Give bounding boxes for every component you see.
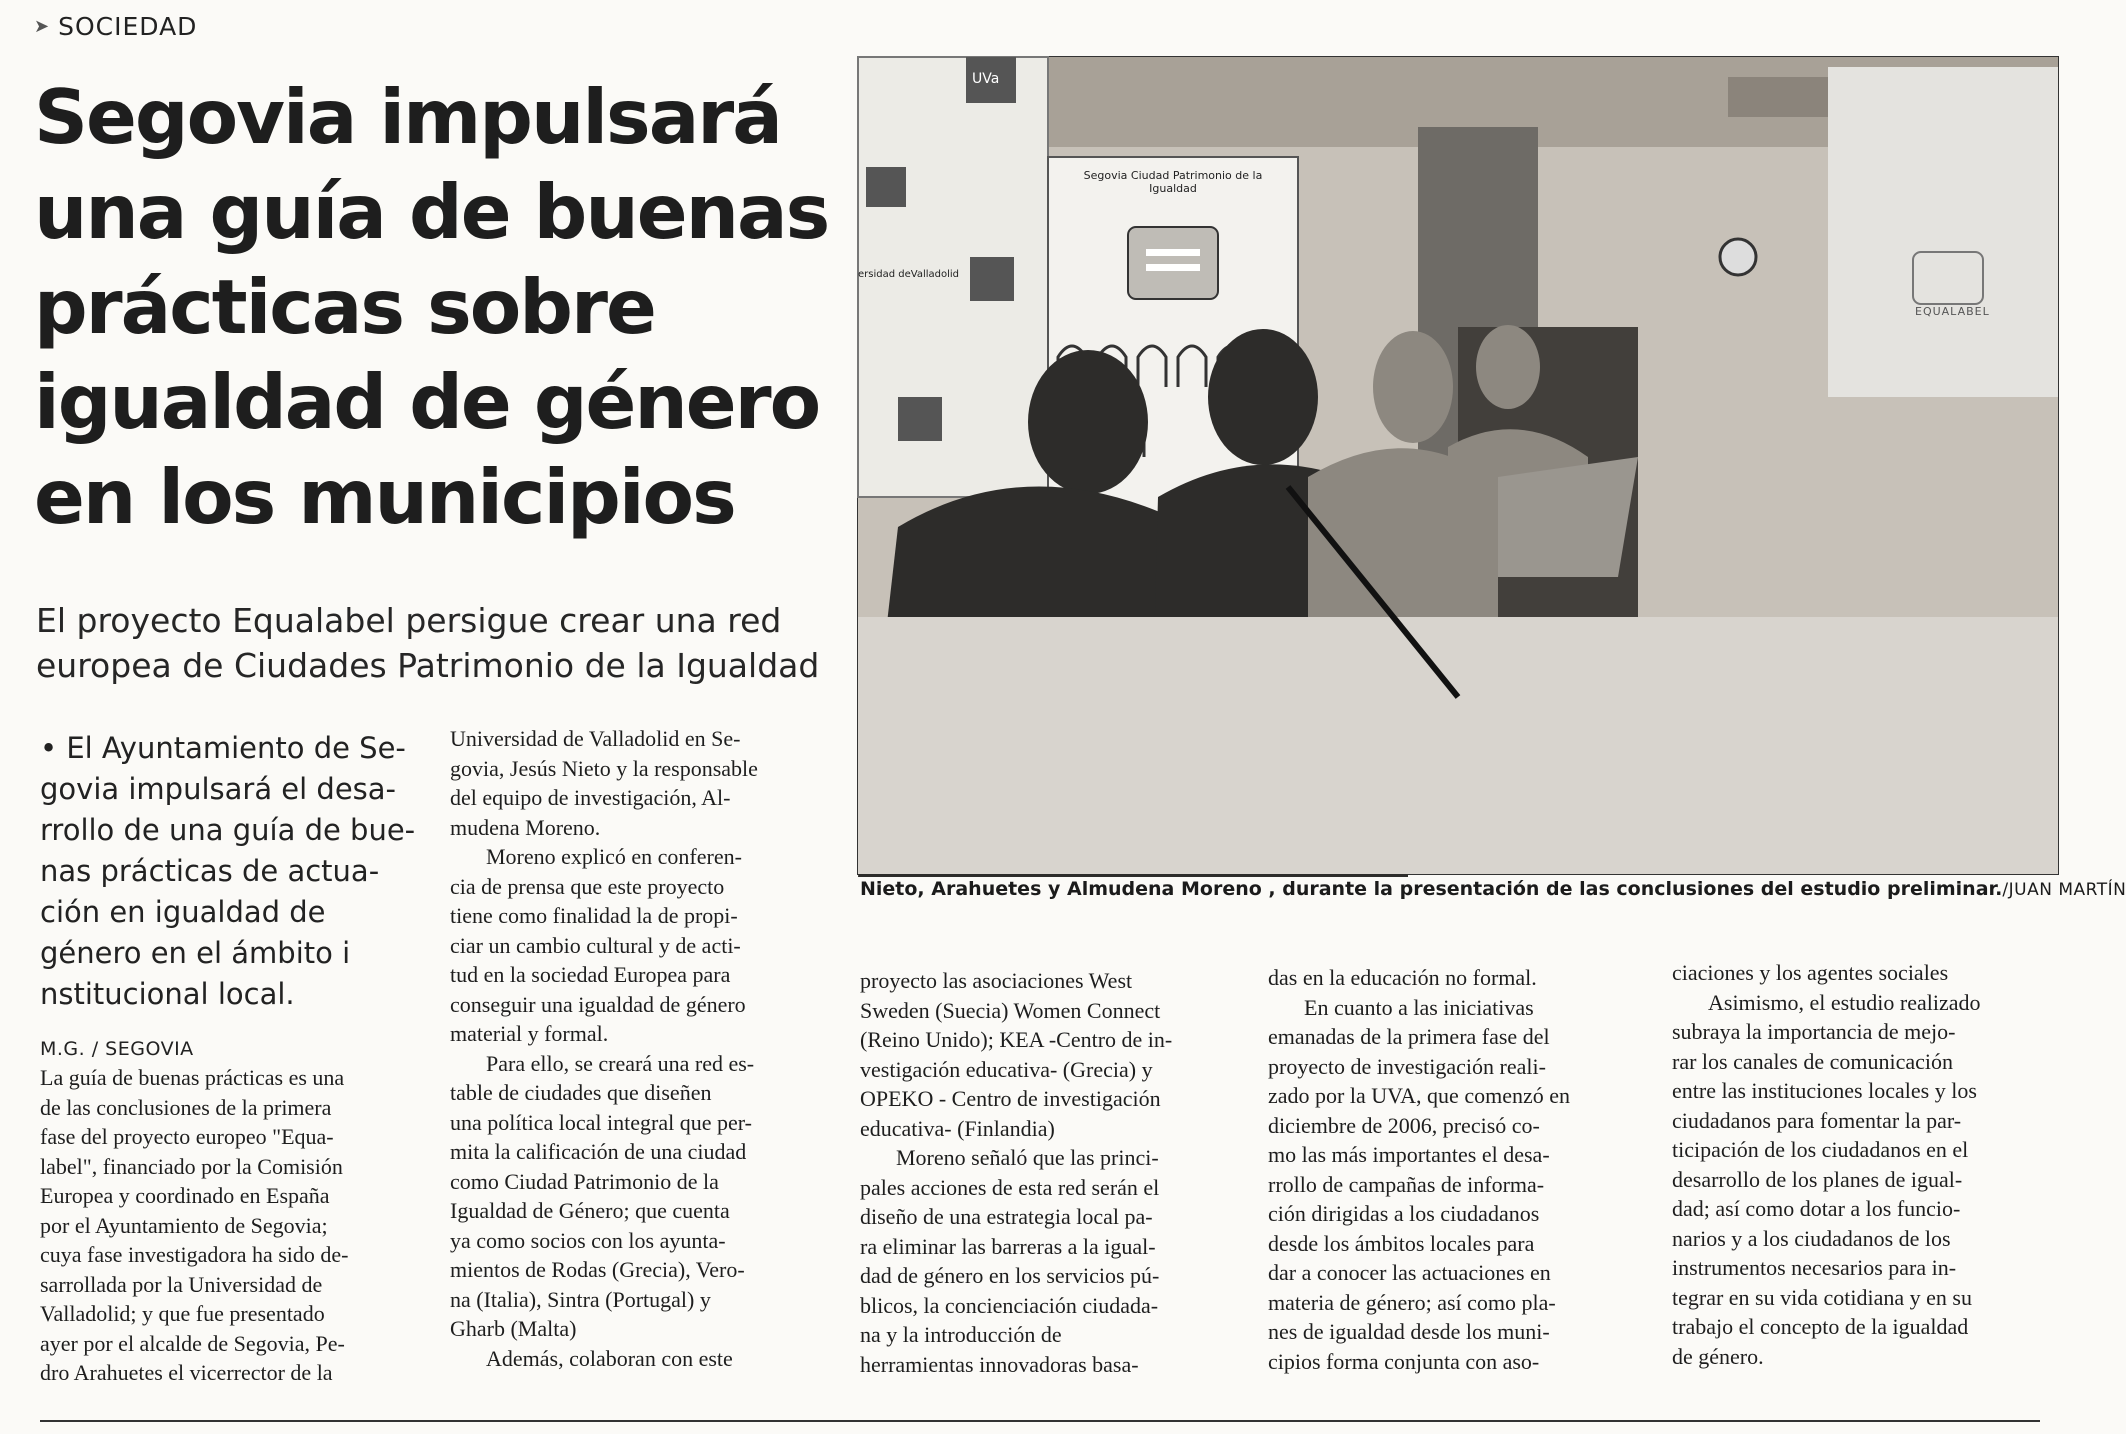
text-line: cipios forma conjunta con aso- [1268,1348,1540,1374]
university-text: ersidad deValladolid [858,269,960,280]
byline: M.G. / SEGOVIA [40,1038,194,1060]
text-line: Valladolid; y que fue presentado [40,1301,325,1326]
body-column-3 [860,966,1172,1379]
text-line: pales acciones de esta red serán el [860,1174,1160,1200]
text-line: ciar un cambio cultural y de acti- [450,932,741,958]
text-line: La guía de buenas prácticas es una [40,1065,345,1090]
text-line: Además, colaboran con este [486,1345,733,1371]
headline [34,70,829,545]
text-line: En cuanto a las iniciativas [1304,994,1534,1020]
headline-line: Segovia impulsará [34,73,781,161]
text-line: narios y a los ciudadanos de los [1672,1225,1951,1251]
lead-paragraph [40,728,420,1015]
text-line: como Ciudad Patrimonio de la [450,1168,719,1194]
text-line: subraya la importancia de mejo- [1672,1019,1956,1044]
text-line: rar los canales de comunicación [1672,1048,1953,1074]
text-line: vestigación educativa- (Grecia) y [860,1056,1153,1082]
headline-line: igualdad de género [34,358,820,446]
text-line: (Reino Unido); KEA -Centro de in- [860,1027,1173,1052]
caption-text: Nieto, Arahuetes y Almudena Moreno , durante la presentación de las conclusiones del estudio preliminar. [860,878,2003,900]
text-line: instrumentos necesarios para in- [1672,1255,1957,1280]
text-line: material y formal. [450,1021,609,1046]
text-line: tud en la sociedad Europea para [450,962,731,987]
text-line: por el Ayuntamiento de Segovia; [40,1212,328,1238]
body-column-2 [450,724,758,1373]
text-line: ciudadanos para fomentar la par- [1672,1107,1962,1133]
text-line: cia de prensa que este proyecto [450,873,725,899]
text-line: entre las instituciones locales y los [1672,1078,1977,1103]
text-line: desde los ámbitos locales para [1268,1230,1535,1256]
text-line: zado por la UVA, que comenzó en [1268,1083,1570,1108]
text-line: diciembre de 2006, precisó co- [1268,1112,1540,1138]
lead-line: ción en igualdad de [40,895,326,929]
text-line: ticipación de los ciudadanos en el [1672,1137,1969,1162]
headline-line: en los municipios [34,453,735,541]
body-column-1 [40,1063,349,1388]
text-line: table de ciudades que diseñen [450,1080,712,1105]
lead-line: género en el ámbito i [40,936,351,970]
text-line: mientos de Rodas (Grecia), Vero- [450,1257,745,1282]
text-line: Para ello, se creará una red es- [486,1050,755,1076]
text-line: tegrar en su vida cotidiana y en su [1672,1284,1972,1310]
text-line: sarrollada por la Universidad de [40,1271,323,1297]
photo-illustration [858,57,2058,874]
banner-title: Segovia Ciudad Patrimonio de la Igualdad [1083,169,1263,195]
text-line: dro Arahuetes el vicerrector de la [40,1360,333,1385]
subhead-line: europea de Ciudades Patrimonio de la Igualdad [36,646,820,685]
screen-text: EQUALABEL [1915,305,1990,318]
text-line: de las conclusiones de la primera [40,1094,332,1120]
text-line: fase del proyecto europeo "Equa- [40,1124,334,1149]
text-line: nes de igualdad desde los muni- [1268,1319,1550,1344]
press-conference-photo [857,56,2059,875]
text-line: na (Italia), Sintra (Portugal) y [450,1286,711,1312]
text-line: Universidad de Valladolid en Se- [450,726,741,751]
text-line: herramientas innovadoras basa- [860,1351,1139,1377]
text-line: Moreno señaló que las princi- [896,1145,1159,1170]
text-line: Moreno explicó en conferen- [486,844,742,869]
text-line: educativa- (Finlandia) [860,1115,1055,1141]
lead-line: nas prácticas de actua- [40,854,380,888]
text-line: ayer por el alcalde de Segovia, Pe- [40,1330,345,1356]
body-column-5 [1672,958,1981,1371]
text-line: trabajo el concepto de la igualdad [1672,1314,1969,1339]
text-line: mo las más importantes el desa- [1268,1142,1550,1167]
bottom-rule [40,1420,2040,1422]
text-line: Gharb (Malta) [450,1316,577,1341]
text-line: cuya fase investigadora ha sido de- [40,1242,349,1267]
text-line: blicos, la concienciación ciudada- [860,1292,1159,1318]
text-line: Sweden (Suecia) Women Connect [860,997,1161,1023]
lead-line: govia impulsará el desa- [40,772,397,806]
text-line: label", financiado por la Comisión [40,1153,343,1179]
lead-line: rrollo de una guía de bue- [40,813,416,847]
text-line: mita la calificación de una ciudad [450,1139,747,1164]
arrow-icon: ➤ [34,16,51,37]
headline-line: prácticas sobre [34,263,655,351]
lead-line: • El Ayuntamiento de Se- [40,731,406,765]
text-line: una política local integral que per- [450,1109,752,1135]
text-line: Asimismo, el estudio realizado [1708,989,1981,1015]
body-column-4 [1268,963,1570,1376]
text-line: na y la introducción de [860,1322,1062,1347]
headline-line: una guía de buenas [34,168,829,256]
subheadline [36,598,826,688]
text-line: del equipo de investigación, Al- [450,785,731,810]
text-line: dar a conocer las actuaciones en [1268,1260,1551,1285]
text-line: conseguir una igualdad de género [450,991,746,1017]
text-line: materia de género; así como pla- [1268,1289,1556,1315]
text-line: emanadas de la primera fase del [1268,1024,1550,1049]
text-line: OPEKO - Centro de investigación [860,1086,1161,1111]
text-line: desarrollo de los planes de igual- [1672,1166,1963,1192]
photo-credit: /JUAN MARTÍN [2002,880,2126,900]
text-line: Europea y coordinado en España [40,1183,330,1208]
text-line: diseño de una estrategia local pa- [860,1204,1153,1229]
text-line: Igualdad de Género; que cuenta [450,1198,730,1223]
lead-line: nstitucional local. [40,977,295,1011]
text-line: tiene como finalidad la de propi- [450,903,738,928]
uva-logo-text: UVa [972,71,1000,87]
photo-caption [860,878,2126,900]
text-line: de género. [1672,1343,1764,1369]
text-line: proyecto de investigación reali- [1268,1053,1546,1079]
subhead-line: El proyecto Equalabel persigue crear una red [36,601,782,640]
text-line: ción dirigidas a los ciudadanos [1268,1201,1540,1226]
section-title: SOCIEDAD [58,12,198,41]
text-line: mudena Moreno. [450,814,601,840]
text-line: proyecto las asociaciones West [860,968,1133,993]
section-label [34,12,197,41]
text-line: ya como socios con los ayunta- [450,1227,726,1253]
text-line: govia, Jesús Nieto y la responsable [450,755,758,781]
text-line: dad; así como dotar a los funcio- [1672,1196,1961,1221]
text-line: dad de género en los servicios pú- [860,1263,1160,1288]
text-line: das en la educación no formal. [1268,965,1537,990]
text-line: ra eliminar las barreras a la igual- [860,1233,1156,1259]
text-line: ciaciones y los agentes sociales [1672,960,1949,985]
text-line: rrollo de campañas de informa- [1268,1171,1545,1197]
